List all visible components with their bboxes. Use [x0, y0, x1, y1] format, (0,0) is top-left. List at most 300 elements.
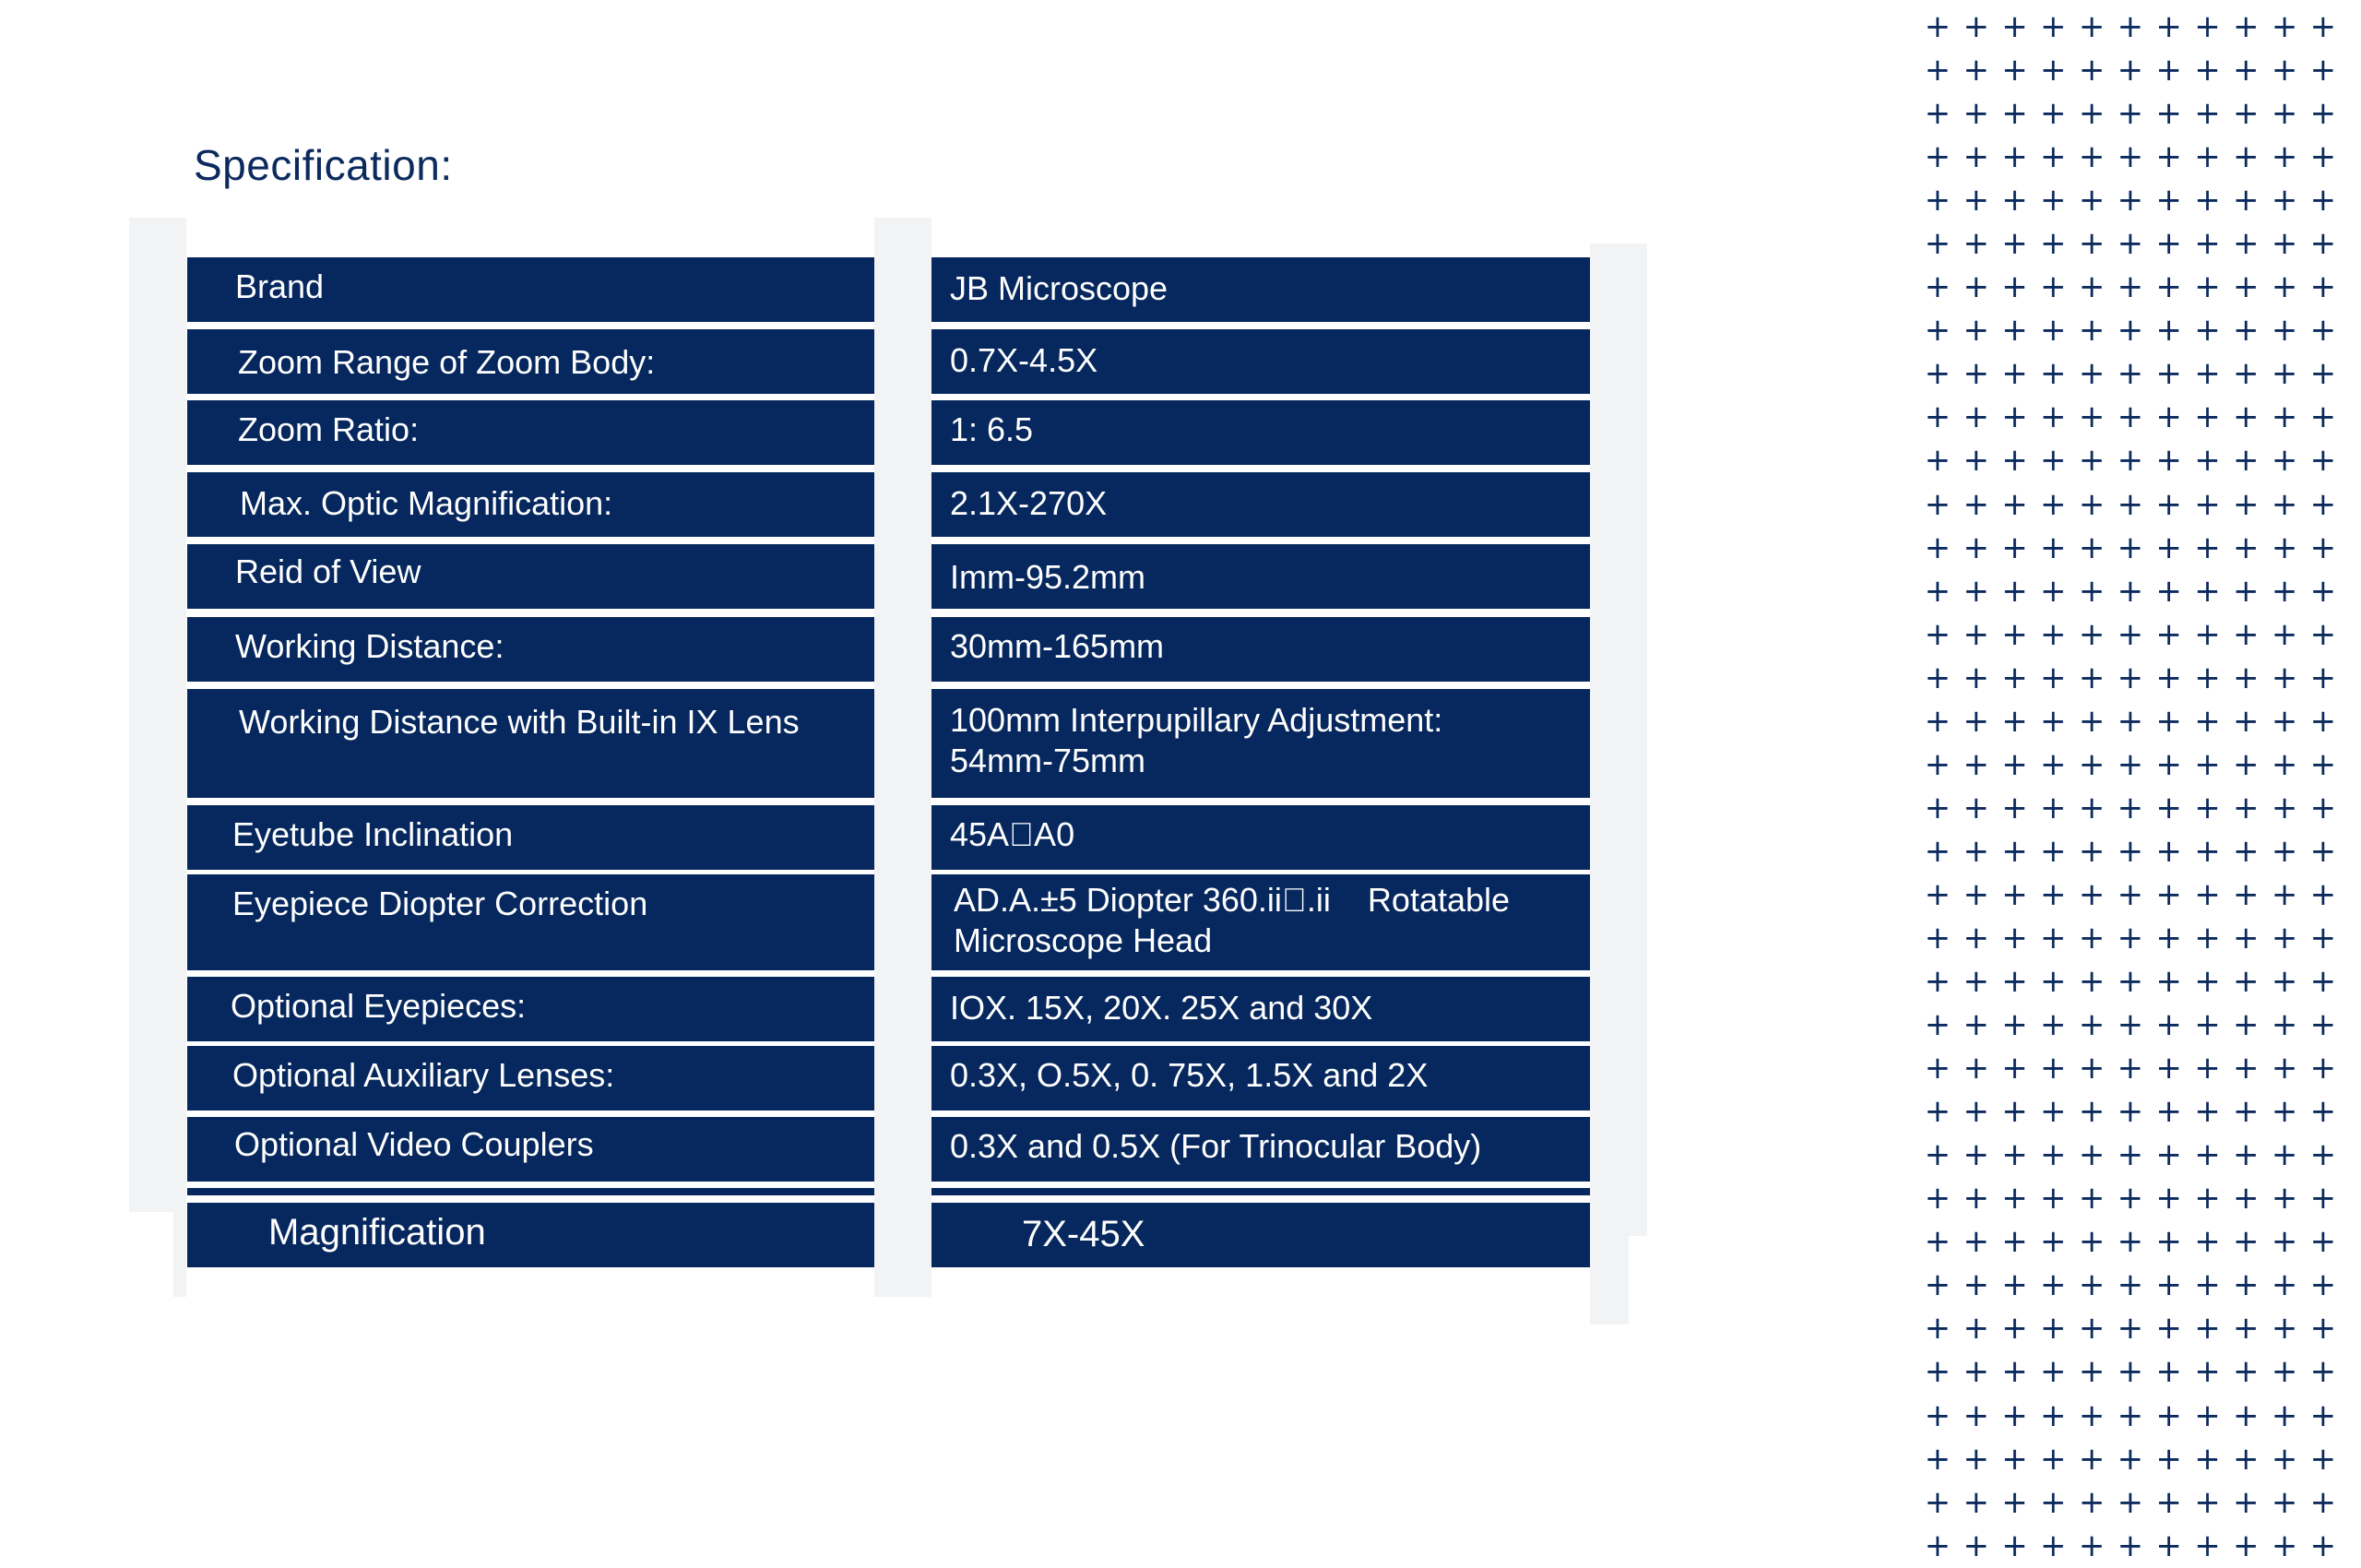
- plus-mark: +: [2155, 355, 2182, 393]
- plus-mark: +: [2271, 138, 2298, 176]
- plus-mark: +: [2078, 225, 2106, 263]
- plus-mark: +: [1963, 615, 1989, 653]
- plus-mark: +: [2194, 1136, 2221, 1174]
- plus-mark: +: [2078, 1310, 2106, 1348]
- plus-mark: +: [2001, 1006, 2028, 1044]
- plus-mark: +: [2309, 442, 2337, 480]
- plus-mark: +: [1924, 875, 1952, 913]
- plus-mark: +: [2194, 1396, 2221, 1434]
- plus-mark: +: [2155, 1180, 2182, 1218]
- plus-mark: +: [2194, 963, 2221, 1001]
- plus-mark: +: [2271, 1310, 2298, 1348]
- plus-mark: +: [2155, 1483, 2182, 1521]
- plus-mark: +: [2040, 442, 2067, 480]
- plus-mark: +: [2001, 919, 2028, 956]
- plus-mark: +: [2309, 1136, 2337, 1174]
- plus-mark: +: [2271, 1050, 2298, 1087]
- plus-mark: +: [2040, 659, 2067, 696]
- plus-mark: +: [2309, 1093, 2337, 1131]
- plus-mark: +: [2078, 1180, 2106, 1218]
- plus-mark: +: [2271, 1180, 2298, 1218]
- plus-mark: +: [1924, 182, 1952, 220]
- plus-mark: +: [2155, 442, 2182, 480]
- plus-mark: +: [1924, 1180, 1952, 1218]
- plus-mark: +: [2194, 745, 2221, 783]
- plus-mark: +: [2001, 1266, 2028, 1304]
- plus-mark: +: [1963, 8, 1989, 45]
- spec-label-auxiliary-lenses: Optional Auxiliary Lenses:: [187, 1046, 874, 1111]
- plus-mark: +: [2078, 1006, 2106, 1044]
- plus-mark: +: [2271, 572, 2298, 610]
- plus-mark: +: [1924, 919, 1952, 956]
- plus-mark: +: [2309, 572, 2337, 610]
- plus-mark: +: [2040, 745, 2067, 783]
- plus-mark: +: [1924, 1526, 1952, 1564]
- plus-mark: +: [2040, 312, 2067, 350]
- plus-mark: +: [2233, 1266, 2260, 1304]
- plus-mark: +: [2001, 1136, 2028, 1174]
- plus-mark: +: [2040, 268, 2067, 306]
- plus-mark: +: [2271, 615, 2298, 653]
- plus-mark: +: [2040, 832, 2067, 870]
- plus-mark: +: [1924, 572, 1952, 610]
- plus-mark: +: [2194, 789, 2221, 826]
- plus-mark: +: [1963, 1353, 1989, 1391]
- plus-mark: +: [2309, 1223, 2337, 1261]
- plus-mark: +: [2233, 572, 2260, 610]
- plus-mark: +: [2233, 95, 2260, 133]
- plus-mark: +: [1963, 789, 1989, 826]
- plus-mark: +: [2117, 875, 2144, 913]
- plus-mark: +: [2040, 1093, 2067, 1131]
- plus-mark: +: [2271, 355, 2298, 393]
- plus-mark: +: [2078, 1093, 2106, 1131]
- plus-mark: +: [2078, 182, 2106, 220]
- plus-mark: +: [2117, 52, 2144, 89]
- plus-mark: +: [2117, 1223, 2144, 1261]
- plus-mark: +: [2155, 1440, 2182, 1478]
- plus-mark: +: [2194, 8, 2221, 45]
- plus-mark: +: [2040, 572, 2067, 610]
- plus-mark: +: [1924, 95, 1952, 133]
- plus-mark: +: [1924, 1093, 1952, 1131]
- plus-mark: +: [2309, 1180, 2337, 1218]
- plus-mark: +: [2155, 1223, 2182, 1261]
- plus-mark: +: [2040, 702, 2067, 740]
- plus-mark: +: [2194, 95, 2221, 133]
- plus-mark: +: [2117, 919, 2144, 956]
- spec-label-working-distance: Working Distance:: [187, 617, 874, 682]
- plus-mark: +: [2040, 182, 2067, 220]
- plus-mark: +: [2117, 485, 2144, 523]
- plus-mark: +: [2078, 1440, 2106, 1478]
- spec-label-optional-eyepieces: Optional Eyepieces:: [187, 977, 874, 1041]
- plus-mark: +: [2155, 225, 2182, 263]
- plus-mark: +: [1963, 1440, 1989, 1478]
- plus-mark: +: [2155, 52, 2182, 89]
- plus-mark: +: [2309, 398, 2337, 436]
- plus-mark: +: [2309, 875, 2337, 913]
- plus-mark: +: [2001, 312, 2028, 350]
- plus-mark: +: [2117, 442, 2144, 480]
- plus-mark: +: [1924, 659, 1952, 696]
- plus-mark: +: [2309, 529, 2337, 566]
- plus-mark: +: [2233, 1050, 2260, 1087]
- plus-mark: +: [2233, 745, 2260, 783]
- plus-mark: +: [2117, 182, 2144, 220]
- plus-mark: +: [2194, 1223, 2221, 1261]
- spec-label-zoom-range: Zoom Range of Zoom Body:: [187, 329, 874, 394]
- plus-mark: +: [2078, 702, 2106, 740]
- plus-mark: +: [2233, 1526, 2260, 1564]
- plus-mark: +: [2309, 225, 2337, 263]
- plus-mark: +: [2309, 615, 2337, 653]
- plus-mark: +: [2309, 355, 2337, 393]
- plus-mark: +: [2040, 963, 2067, 1001]
- plus-mark: +: [2001, 225, 2028, 263]
- plus-mark: +: [2194, 138, 2221, 176]
- plus-mark: +: [1963, 702, 1989, 740]
- plus-mark: +: [2194, 442, 2221, 480]
- plus-mark: +: [2117, 789, 2144, 826]
- plus-mark: +: [2155, 659, 2182, 696]
- plus-mark: +: [2040, 355, 2067, 393]
- plus-mark: +: [2309, 95, 2337, 133]
- plus-mark: +: [2309, 268, 2337, 306]
- plus-mark: +: [2233, 138, 2260, 176]
- plus-mark: +: [2233, 919, 2260, 956]
- plus-mark: +: [2040, 1180, 2067, 1218]
- plus-mark: +: [2078, 485, 2106, 523]
- plus-mark: +: [2233, 225, 2260, 263]
- plus-mark: +: [2271, 1266, 2298, 1304]
- plus-mark: +: [2078, 8, 2106, 45]
- plus-mark: +: [2233, 312, 2260, 350]
- plus-mark: +: [1924, 1050, 1952, 1087]
- plus-mark: +: [2001, 1310, 2028, 1348]
- plus-mark: +: [2271, 832, 2298, 870]
- plus-mark: +: [2117, 1483, 2144, 1521]
- spec-value-magnification: 7X-45X: [931, 1203, 1590, 1267]
- plus-mark: +: [2271, 485, 2298, 523]
- plus-mark: +: [1963, 268, 1989, 306]
- plus-mark: +: [2309, 1266, 2337, 1304]
- left-panel-shade: [129, 218, 186, 1212]
- plus-mark: +: [1963, 1310, 1989, 1348]
- spec-label-working-distance-lens: Working Distance with Built-in IX Lens: [187, 689, 874, 798]
- middle-gutter-shade: [874, 218, 931, 1297]
- plus-mark: +: [1924, 1136, 1952, 1174]
- plus-mark: +: [2271, 1396, 2298, 1434]
- plus-mark: +: [1963, 312, 1989, 350]
- plus-mark: +: [1963, 659, 1989, 696]
- plus-mark: +: [2001, 572, 2028, 610]
- plus-mark: +: [2078, 1050, 2106, 1087]
- plus-mark: +: [2001, 832, 2028, 870]
- plus-mark: +: [2078, 615, 2106, 653]
- plus-mark: +: [2001, 745, 2028, 783]
- plus-mark: +: [2155, 1093, 2182, 1131]
- plus-mark: +: [2309, 702, 2337, 740]
- plus-mark: +: [2309, 963, 2337, 1001]
- plus-pattern-decoration: [1918, 6, 2343, 1564]
- plus-mark: +: [2040, 1223, 2067, 1261]
- spec-value-working-distance: 30mm-165mm: [931, 617, 1590, 682]
- plus-mark: +: [2117, 398, 2144, 436]
- plus-mark: +: [2040, 1136, 2067, 1174]
- plus-mark: +: [2309, 1526, 2337, 1564]
- plus-mark: +: [2078, 1136, 2106, 1174]
- plus-mark: +: [2194, 1266, 2221, 1304]
- plus-mark: +: [2078, 1396, 2106, 1434]
- plus-mark: +: [1963, 963, 1989, 1001]
- plus-mark: +: [2233, 963, 2260, 1001]
- plus-mark: +: [1963, 832, 1989, 870]
- plus-mark: +: [2271, 442, 2298, 480]
- plus-mark: +: [2040, 1006, 2067, 1044]
- plus-mark: +: [2001, 875, 2028, 913]
- plus-mark: +: [2155, 138, 2182, 176]
- plus-mark: +: [2309, 182, 2337, 220]
- plus-mark: +: [2117, 312, 2144, 350]
- plus-mark: +: [2001, 1440, 2028, 1478]
- plus-mark: +: [2194, 615, 2221, 653]
- plus-mark: +: [2040, 485, 2067, 523]
- plus-mark: +: [2001, 1526, 2028, 1564]
- plus-mark: +: [2233, 398, 2260, 436]
- plus-mark: +: [2194, 52, 2221, 89]
- plus-mark: +: [2155, 1310, 2182, 1348]
- plus-mark: +: [2233, 1310, 2260, 1348]
- plus-mark: +: [2117, 8, 2144, 45]
- plus-mark: +: [2078, 355, 2106, 393]
- plus-mark: +: [2117, 529, 2144, 566]
- plus-mark: +: [2309, 1006, 2337, 1044]
- plus-mark: +: [2155, 875, 2182, 913]
- plus-mark: +: [2001, 1353, 2028, 1391]
- plus-mark: +: [1924, 615, 1952, 653]
- plus-mark: +: [2271, 398, 2298, 436]
- plus-mark: +: [2233, 52, 2260, 89]
- plus-mark: +: [2078, 1266, 2106, 1304]
- plus-mark: +: [2155, 1353, 2182, 1391]
- plus-mark: +: [2078, 529, 2106, 566]
- plus-mark: +: [1924, 1310, 1952, 1348]
- plus-mark: +: [2233, 1180, 2260, 1218]
- plus-mark: +: [2233, 1006, 2260, 1044]
- plus-mark: +: [2271, 1136, 2298, 1174]
- plus-mark: +: [1963, 875, 1989, 913]
- spec-value-diopter-correction: AD.A.±5 Diopter 360.ii .ii Rotatable Microscope Head: [931, 874, 1590, 970]
- plus-mark: +: [2194, 268, 2221, 306]
- plus-mark: +: [2001, 485, 2028, 523]
- plus-mark: +: [2271, 1526, 2298, 1564]
- plus-mark: +: [1963, 1223, 1989, 1261]
- plus-mark: +: [2194, 1483, 2221, 1521]
- plus-mark: +: [2233, 1223, 2260, 1261]
- spec-value-working-distance-lens: 100mm Interpupillary Adjustment: 54mm-75mm: [931, 689, 1590, 798]
- plus-mark: +: [2155, 485, 2182, 523]
- plus-mark: +: [2271, 659, 2298, 696]
- plus-mark: +: [2271, 8, 2298, 45]
- plus-mark: +: [2040, 875, 2067, 913]
- plus-mark: +: [2233, 615, 2260, 653]
- plus-mark: +: [2117, 615, 2144, 653]
- plus-mark: +: [1924, 52, 1952, 89]
- spec-value-max-magnification: 2.1X-270X: [931, 472, 1590, 537]
- plus-mark: +: [2078, 789, 2106, 826]
- plus-mark: +: [2040, 1353, 2067, 1391]
- plus-mark: +: [2001, 615, 2028, 653]
- plus-mark: +: [2194, 1440, 2221, 1478]
- plus-mark: +: [2117, 1266, 2144, 1304]
- plus-mark: +: [2309, 1310, 2337, 1348]
- plus-mark: +: [2040, 52, 2067, 89]
- plus-mark: +: [2040, 398, 2067, 436]
- plus-mark: +: [2233, 1136, 2260, 1174]
- spec-label-eyetube-inclination: Eyetube Inclination: [187, 805, 874, 870]
- plus-mark: +: [2155, 312, 2182, 350]
- spec-value-auxiliary-lenses: 0.3X, O.5X, 0. 75X, 1.5X and 2X: [931, 1046, 1590, 1111]
- plus-mark: +: [1963, 745, 1989, 783]
- plus-mark: +: [2078, 398, 2106, 436]
- plus-mark: +: [2040, 138, 2067, 176]
- plus-mark: +: [2001, 52, 2028, 89]
- plus-mark: +: [2194, 225, 2221, 263]
- plus-mark: +: [2117, 1396, 2144, 1434]
- plus-mark: +: [1924, 1006, 1952, 1044]
- plus-mark: +: [1963, 485, 1989, 523]
- plus-mark: +: [2271, 1483, 2298, 1521]
- plus-mark: +: [2309, 138, 2337, 176]
- plus-mark: +: [1924, 442, 1952, 480]
- plus-mark: +: [2001, 442, 2028, 480]
- plus-mark: +: [2078, 95, 2106, 133]
- plus-mark: +: [2309, 1483, 2337, 1521]
- plus-mark: +: [2040, 1396, 2067, 1434]
- plus-mark: +: [1924, 355, 1952, 393]
- plus-mark: +: [2271, 702, 2298, 740]
- plus-mark: +: [1963, 182, 1989, 220]
- plus-mark: +: [2117, 1440, 2144, 1478]
- plus-mark: +: [1924, 225, 1952, 263]
- plus-mark: +: [2309, 919, 2337, 956]
- plus-mark: +: [2309, 789, 2337, 826]
- plus-mark: +: [2194, 919, 2221, 956]
- plus-mark: +: [1963, 1396, 1989, 1434]
- plus-mark: +: [2001, 1223, 2028, 1261]
- plus-mark: +: [2194, 1310, 2221, 1348]
- plus-mark: +: [1924, 268, 1952, 306]
- plus-mark: +: [2078, 52, 2106, 89]
- plus-mark: +: [1963, 529, 1989, 566]
- plus-mark: +: [1963, 355, 1989, 393]
- plus-mark: +: [2155, 1396, 2182, 1434]
- plus-mark: +: [2155, 1526, 2182, 1564]
- plus-mark: +: [2155, 789, 2182, 826]
- plus-mark: +: [2194, 875, 2221, 913]
- plus-mark: +: [1963, 1180, 1989, 1218]
- plus-mark: +: [2078, 745, 2106, 783]
- plus-mark: +: [2001, 702, 2028, 740]
- left-panel-shade-lower: [173, 1144, 186, 1297]
- plus-mark: +: [2078, 312, 2106, 350]
- plus-mark: +: [2309, 1353, 2337, 1391]
- plus-mark: +: [2155, 745, 2182, 783]
- plus-mark: +: [1963, 1050, 1989, 1087]
- plus-mark: +: [1924, 8, 1952, 45]
- plus-mark: +: [2233, 355, 2260, 393]
- plus-mark: +: [1924, 745, 1952, 783]
- plus-mark: +: [2078, 832, 2106, 870]
- plus-mark: +: [2309, 52, 2337, 89]
- plus-mark: +: [2271, 963, 2298, 1001]
- spec-label-max-magnification: Max. Optic Magnification:: [187, 472, 874, 537]
- plus-mark: +: [2040, 1440, 2067, 1478]
- plus-mark: +: [2194, 1006, 2221, 1044]
- plus-mark: +: [2117, 832, 2144, 870]
- plus-mark: +: [1963, 398, 1989, 436]
- plus-mark: +: [2155, 1266, 2182, 1304]
- plus-mark: +: [2194, 832, 2221, 870]
- plus-mark: +: [1924, 832, 1952, 870]
- plus-mark: +: [2271, 1093, 2298, 1131]
- plus-mark: +: [2001, 268, 2028, 306]
- plus-mark: +: [1963, 1093, 1989, 1131]
- plus-mark: +: [2194, 702, 2221, 740]
- plus-mark: +: [2001, 95, 2028, 133]
- plus-mark: +: [2271, 919, 2298, 956]
- spec-value-eyetube-inclination: 45A A0: [931, 805, 1590, 870]
- plus-mark: +: [1924, 1440, 1952, 1478]
- plus-mark: +: [2271, 95, 2298, 133]
- spec-label-brand: Brand: [187, 257, 874, 322]
- plus-mark: +: [2233, 182, 2260, 220]
- plus-mark: +: [2040, 1310, 2067, 1348]
- plus-mark: +: [2040, 1050, 2067, 1087]
- plus-mark: +: [2271, 529, 2298, 566]
- spec-value-field-of-view: Imm-95.2mm: [931, 544, 1590, 609]
- plus-mark: +: [1963, 919, 1989, 956]
- plus-mark: +: [1924, 1483, 1952, 1521]
- plus-mark: +: [2078, 1223, 2106, 1261]
- plus-mark: +: [2117, 1310, 2144, 1348]
- plus-mark: +: [1924, 1353, 1952, 1391]
- plus-mark: +: [1963, 1483, 1989, 1521]
- plus-mark: +: [2155, 1006, 2182, 1044]
- plus-mark: +: [2001, 138, 2028, 176]
- plus-mark: +: [2271, 745, 2298, 783]
- plus-mark: +: [1963, 572, 1989, 610]
- plus-mark: +: [2155, 8, 2182, 45]
- plus-mark: +: [2233, 8, 2260, 45]
- plus-mark: +: [1924, 398, 1952, 436]
- plus-mark: +: [2271, 225, 2298, 263]
- plus-mark: +: [2001, 659, 2028, 696]
- plus-mark: +: [2155, 572, 2182, 610]
- plus-mark: +: [2155, 919, 2182, 956]
- plus-mark: +: [2040, 919, 2067, 956]
- plus-mark: +: [1963, 52, 1989, 89]
- plus-mark: +: [2194, 1353, 2221, 1391]
- plus-mark: +: [1924, 789, 1952, 826]
- right-panel-shade-lower: [1590, 1227, 1629, 1324]
- spec-label-magnification: Magnification: [187, 1203, 874, 1267]
- plus-mark: +: [2233, 832, 2260, 870]
- plus-mark: +: [2040, 225, 2067, 263]
- plus-mark: +: [2194, 1093, 2221, 1131]
- plus-mark: +: [2078, 1526, 2106, 1564]
